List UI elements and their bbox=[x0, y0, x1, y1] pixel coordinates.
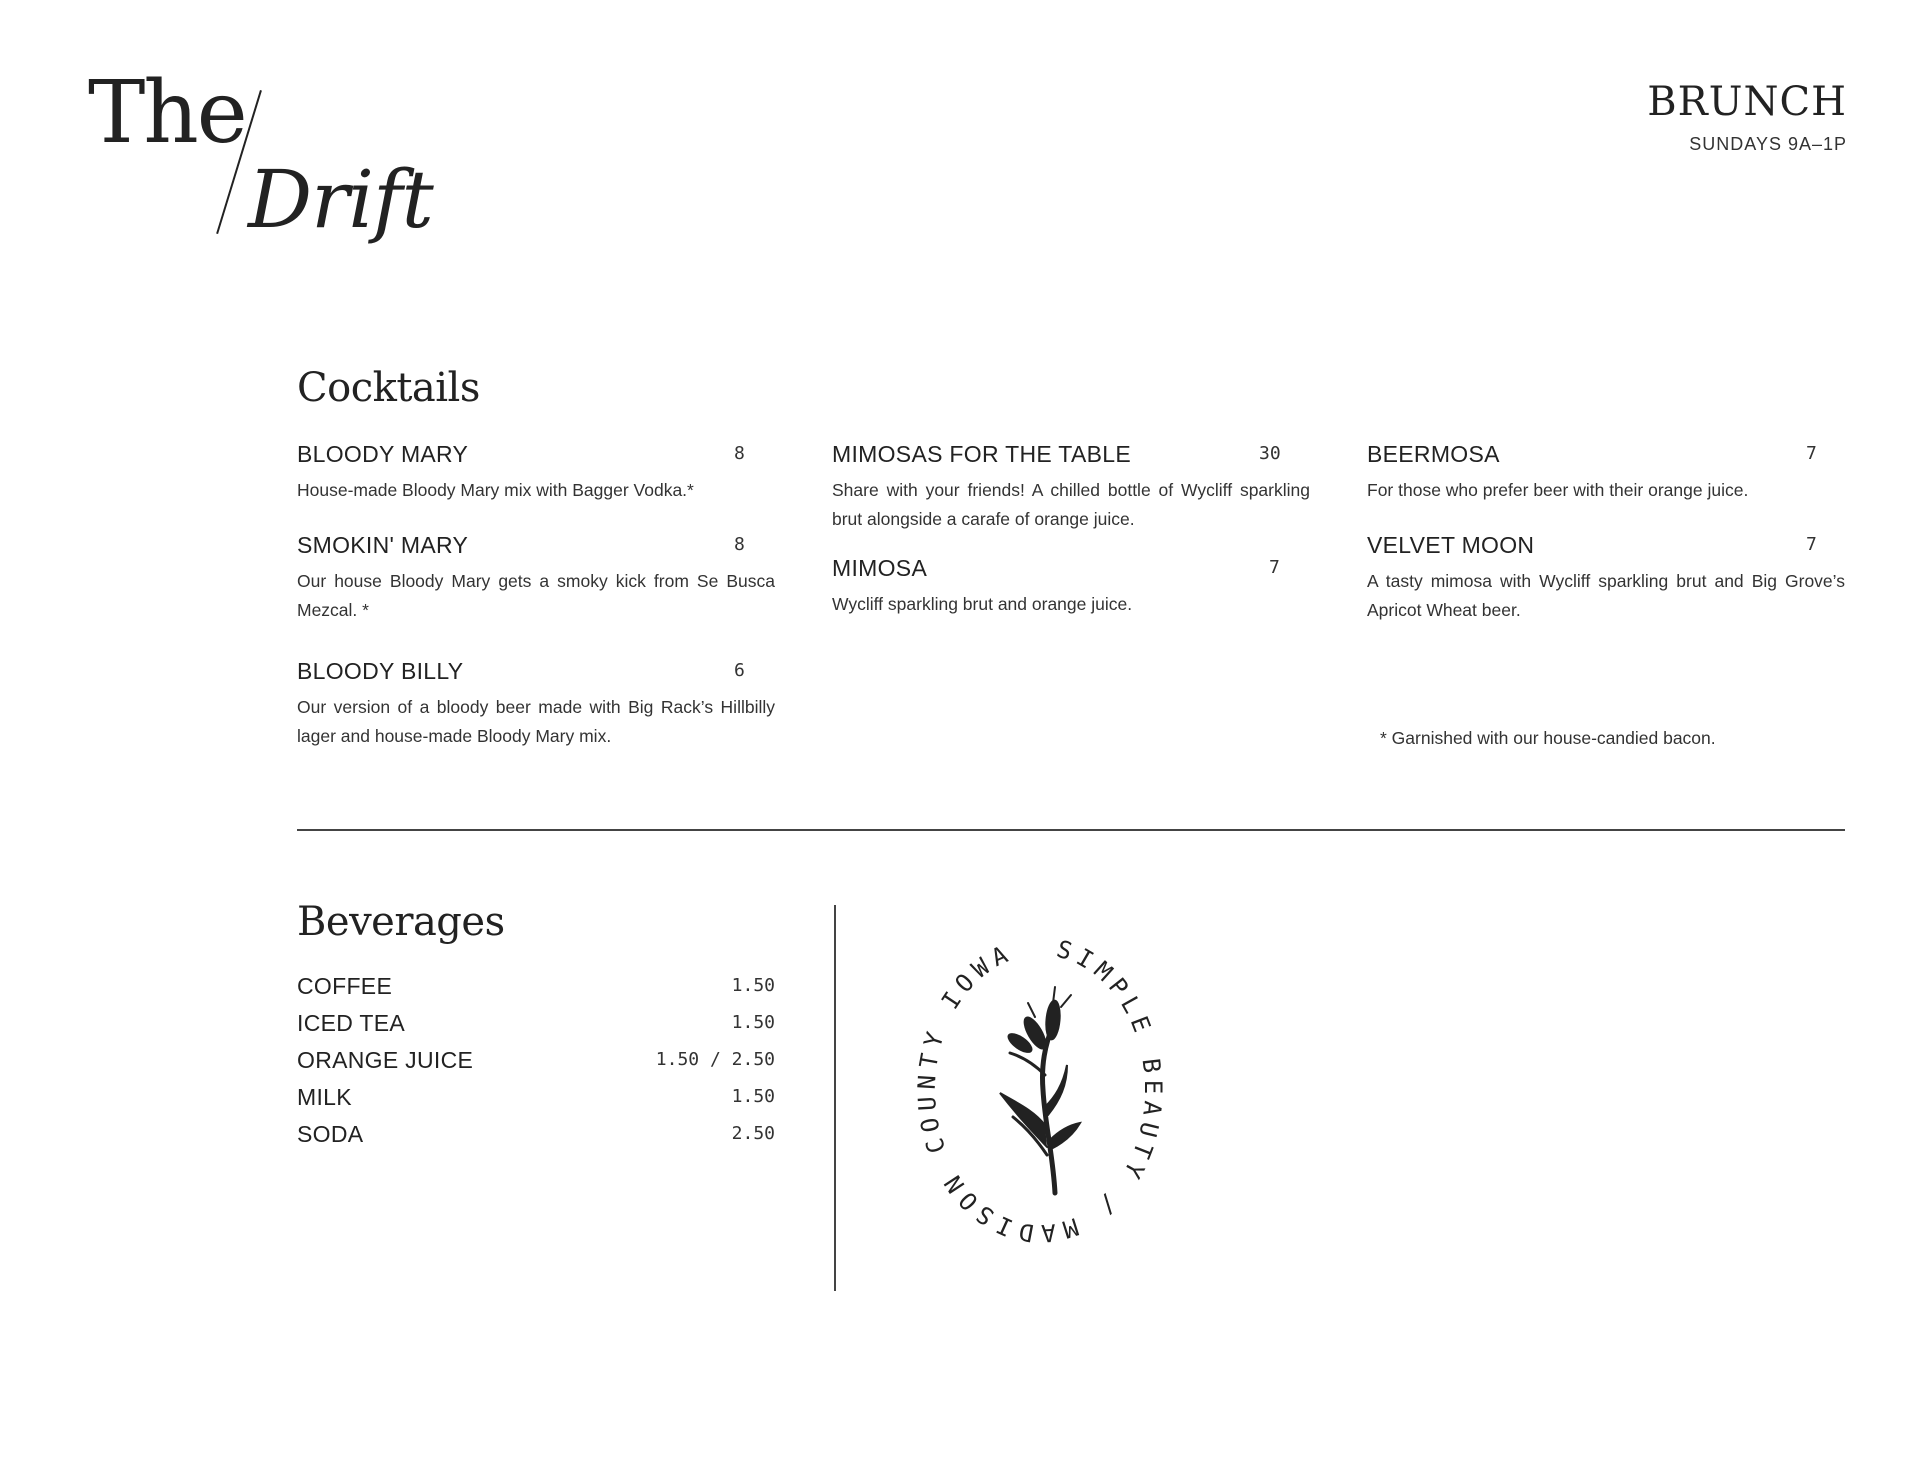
item-name: ICED TEA bbox=[297, 1010, 406, 1036]
item-name: BLOODY MARY bbox=[297, 441, 469, 467]
menu-item bbox=[297, 657, 775, 751]
item-name: VELVET MOON bbox=[1367, 532, 1535, 558]
beverages-list bbox=[297, 972, 775, 1157]
item-name: BEERMOSA bbox=[1367, 441, 1500, 467]
cocktails-title: Cocktails bbox=[297, 365, 480, 411]
item-price: 1.50 / 2.50 bbox=[655, 1049, 775, 1070]
item-description: A tasty mimosa with Wycliff sparkling brut and Big Grove’s Apricot Wheat beer. bbox=[1367, 571, 1845, 620]
list-item bbox=[297, 1120, 775, 1157]
item-price: 1.50 bbox=[731, 1086, 775, 1107]
brand-drift: Drift bbox=[248, 153, 433, 246]
cocktails-column-1 bbox=[297, 440, 775, 751]
wheat-stalk-icon bbox=[1000, 987, 1080, 1193]
menu-item bbox=[297, 531, 775, 625]
menu-item bbox=[297, 440, 775, 505]
item-name: MILK bbox=[297, 1084, 352, 1110]
list-item bbox=[297, 1009, 775, 1046]
item-price: 7 bbox=[1806, 534, 1817, 555]
item-description: Wycliff sparkling brut and orange juice. bbox=[832, 594, 1133, 614]
service-hours: SUNDAYS 9A–1P bbox=[1689, 134, 1847, 154]
item-price: 8 bbox=[734, 443, 745, 464]
service-title: BRUNCH bbox=[1647, 79, 1847, 125]
item-name: COFFEE bbox=[297, 973, 393, 999]
cocktails-column-2 bbox=[832, 440, 1310, 619]
item-price: 6 bbox=[734, 660, 745, 681]
item-price: 7 bbox=[1806, 443, 1817, 464]
item-price: 7 bbox=[1269, 557, 1280, 578]
item-price: 1.50 bbox=[731, 975, 775, 996]
beverages-title: Beverages bbox=[297, 899, 505, 945]
item-price: 2.50 bbox=[731, 1123, 775, 1144]
section-divider bbox=[297, 829, 1845, 831]
menu-item bbox=[832, 554, 1310, 619]
list-item bbox=[297, 1046, 775, 1083]
item-price: 8 bbox=[734, 534, 745, 555]
item-name: SMOKIN' MARY bbox=[297, 532, 469, 558]
item-price: 1.50 bbox=[731, 1012, 775, 1033]
item-description: For those who prefer beer with their orange juice. bbox=[1367, 480, 1749, 500]
item-description: Our version of a bloody beer made with Big Rack’s Hillbilly lager and house-made Bloody Mary mix. bbox=[297, 697, 775, 746]
item-description: Our house Bloody Mary gets a smoky kick from Se Busca Mezcal. * bbox=[297, 571, 775, 620]
item-name: SODA bbox=[297, 1121, 364, 1147]
item-price: 30 bbox=[1259, 443, 1281, 464]
item-name: MIMOSA bbox=[832, 555, 928, 581]
menu-item bbox=[1367, 440, 1845, 505]
cocktails-column-3 bbox=[1367, 440, 1845, 625]
list-item bbox=[297, 1083, 775, 1120]
menu-item bbox=[832, 440, 1310, 534]
menu-item bbox=[1367, 531, 1845, 625]
madison-county-badge bbox=[895, 925, 1185, 1275]
brand-logo bbox=[88, 63, 448, 260]
item-name: BLOODY BILLY bbox=[297, 658, 464, 684]
item-name: ORANGE JUICE bbox=[297, 1047, 474, 1073]
column-divider bbox=[834, 905, 836, 1291]
item-name: MIMOSAS FOR THE TABLE bbox=[832, 441, 1131, 467]
brand-the: The bbox=[88, 63, 246, 163]
item-description: Share with your friends! A chilled bottle of Wycliff sparkling brut alongside a carafe of orange juice. bbox=[832, 480, 1310, 529]
list-item bbox=[297, 972, 775, 1009]
item-description: House-made Bloody Mary mix with Bagger Vodka.* bbox=[297, 480, 694, 500]
badge-ring-text: SIMPLE BEAUTY / MADISON COUNTY IOWA bbox=[912, 934, 1167, 1248]
garnish-footnote: * Garnished with our house-candied bacon. bbox=[1380, 728, 1716, 748]
badge-graphic bbox=[895, 925, 1185, 1275]
service-header bbox=[1647, 79, 1847, 155]
